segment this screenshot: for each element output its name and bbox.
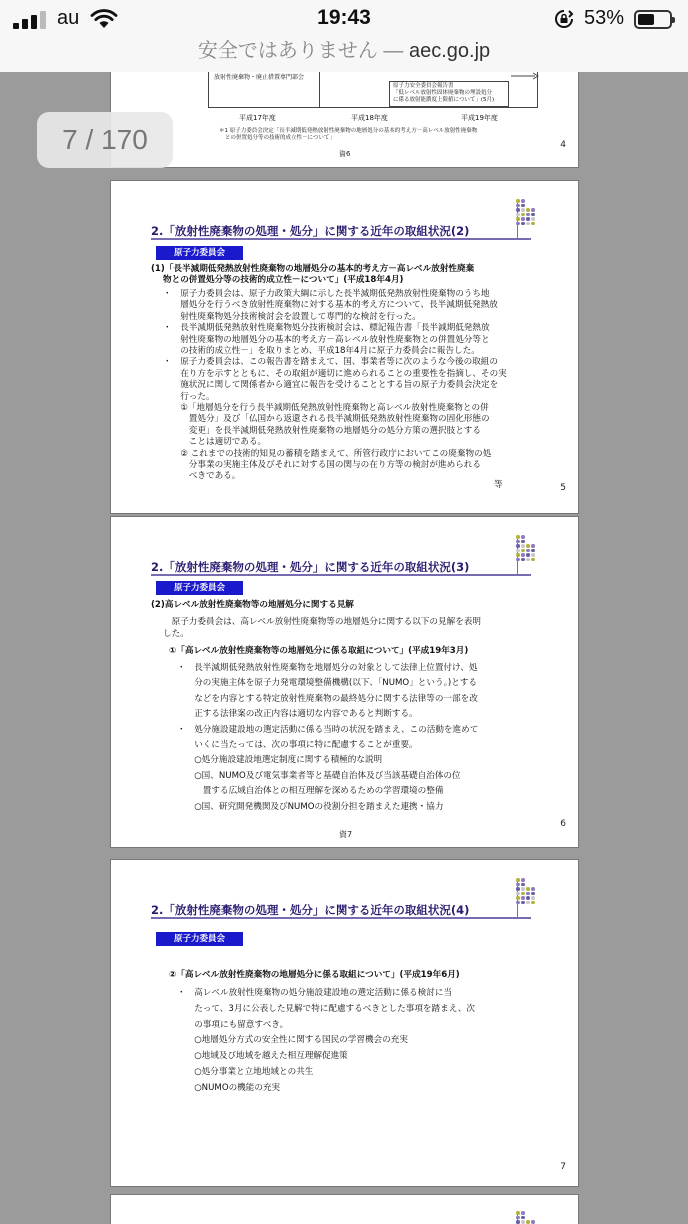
dot (531, 213, 535, 217)
dot (521, 222, 525, 226)
dot (521, 901, 525, 905)
report-line-1: 原子力安全委員会報告書 (393, 83, 454, 89)
dot (521, 558, 525, 562)
body-line: 分の実施主体を原子力発電環境整備機構(以下、「NUMO」という。)とする (177, 678, 478, 689)
sub-heading: ①「高レベル放射性廃棄物等の地層処分に係る取組について」(平成19年3月) (169, 646, 469, 656)
title-underline (151, 917, 531, 919)
section-heading: (2)高レベル放射性廃棄物等の地層処分に関する見解 (151, 600, 354, 610)
dot (516, 1211, 520, 1215)
dot (516, 204, 520, 208)
title-underline (151, 238, 531, 240)
body-line: ①「地層処分を行う長半減期低発熱放射性廃棄物と高レベル放射性廃棄物との併 (163, 403, 489, 413)
body-line: 置する広域自治体との相互理解を深めるための学習環境の整備 (177, 786, 444, 797)
dot (531, 544, 535, 548)
url-separator: — (377, 40, 409, 62)
dot (516, 1220, 520, 1224)
body-line: 施状況に関して関係者から適宜に報告を受けることとする旨の原子力委員会決定を (163, 380, 499, 391)
dot (526, 887, 530, 891)
dot (516, 199, 520, 203)
dot (521, 549, 525, 553)
dot (521, 1211, 525, 1215)
body-line: ・ 長半減期低発熱放射性廃棄物処分技術検討会は、標記報告書「長半減期低発熱放 (163, 323, 490, 334)
dot (526, 222, 530, 226)
body-line: 在り方を示すとともに、その取組が適切に進められることの重要性を指摘し、その実 (163, 368, 507, 379)
footnote-line-1: ＊1 原子力委員会決定「長半減期低発熱放射性廃棄物の地層処分の基本的考え方－高レベル放射性廃棄物 (219, 128, 478, 134)
body-line: 射性廃棄物の地層処分の基本的考え方－高レベル放射性廃棄物との併置処分等と (163, 334, 490, 345)
dot (521, 887, 525, 891)
dot (526, 208, 530, 212)
body-line: いくに当たっては、次の事項に特に配慮することが重要。 (177, 740, 418, 750)
body-line: 層処分を行うべき放射性廃棄物に対する基本的考え方について、長半減期低発熱放 (163, 300, 498, 311)
report-line-3: に係る放射能濃度上限値について」(5月) (393, 97, 495, 103)
dot (531, 217, 535, 221)
dot (531, 892, 535, 896)
body-line: ・ 原子力委員会は、この報告書を踏まえて、国、事業者等に次のような今後の取組の (163, 357, 498, 368)
page-number: 5 (560, 483, 566, 493)
decorative-dots-icon (516, 878, 540, 906)
dot (531, 222, 535, 226)
dot (521, 878, 525, 882)
dot (531, 558, 535, 562)
dot (521, 1220, 525, 1224)
slide-6 (110, 516, 579, 848)
dot (521, 199, 525, 203)
intro-line-2: した。 (163, 629, 189, 639)
dot (516, 549, 520, 553)
dot (526, 217, 530, 221)
title-underline (151, 574, 531, 576)
decorative-dots-icon (516, 1211, 540, 1224)
body-line: 分事業の実施主体及びそれに対する国の関与の在り方等の検討が進められる (163, 460, 481, 470)
dot (526, 544, 530, 548)
body-line: 正する法律案の改正内容は適切な内容であると判断する。 (177, 709, 418, 720)
body-line: ② これまでの技術的知見の蓄積を踏まえて、所管行政庁においてこの廃棄物の処 (163, 448, 492, 459)
dot (531, 901, 535, 905)
dot (521, 535, 525, 539)
intro-line-1: 原子力委員会は、高レベル放射性廃棄物等の地層処分に関する以下の見解を表明 (163, 617, 481, 627)
carrier-name: au (57, 7, 80, 29)
body-line: ・ 高レベル放射性廃棄物の処分施設建設地の選定活動に係る検討に当 (177, 988, 453, 998)
section-heading-line-1: (1)「長半減期低発熱放射性廃棄物の地層処分の基本的考え方－高レベル放射性廃棄 (151, 264, 475, 274)
slide-8 (110, 1194, 579, 1224)
dot (516, 883, 520, 887)
url-domain: aec.go.jp (408, 40, 491, 62)
schedule-left-label: 放射性廃棄物・廃止措置専門部会 (214, 74, 305, 81)
report-line-2: 「低レベル放射性固体廃棄物の埋設処分 (393, 90, 493, 96)
body-line: ○処分事業と立地地域との共生 (177, 1067, 314, 1077)
body-line: ことは適切である。 (163, 437, 267, 448)
dot (521, 208, 525, 212)
body-line: ・ 長半減期低発熱放射性廃棄物を地層処分の対象として法律上位置付け、処 (177, 663, 478, 673)
schedule-divider (319, 72, 320, 108)
body-line: 射性廃棄物処分技術検討会を設置して専門的な検討を行った。 (163, 311, 421, 322)
year-label-3: 平成19年度 (461, 114, 498, 122)
clock: 19:43 (317, 6, 371, 29)
body-line: ○国、研究開発機関及びNUMOの役割分担を踏まえた連携・協力 (177, 801, 444, 812)
dot (516, 217, 520, 221)
body-line: 変更」を長半減期低発熱放射性廃棄物の地層処分の処分方策の選択肢とする (163, 425, 481, 436)
battery-level-fill (638, 14, 654, 25)
year-label-1: 平成17年度 (239, 114, 276, 122)
dot (516, 896, 520, 900)
dot (516, 892, 520, 896)
dot (521, 213, 525, 217)
dot (516, 222, 520, 226)
dot (521, 892, 525, 896)
slide-4 (110, 72, 579, 168)
committee-tag: 原子力委員会 (156, 932, 243, 946)
body-line: ・ 処分施設建設地の選定活動に係る当時の状況を踏まえ、この活動を進めて (177, 724, 479, 735)
dot (516, 558, 520, 562)
body-line: ○地域及び地域を越えた相互理解促進策 (177, 1051, 348, 1062)
body-line: ・ 原子力委員会は、原子力政策大綱に示した長半減期低発熱放射性廃棄物のうち地 (163, 289, 490, 299)
page-number: 4 (560, 140, 566, 150)
dot (521, 544, 525, 548)
page-number: 6 (560, 819, 566, 829)
dot (526, 1220, 530, 1224)
dot (516, 901, 520, 905)
dot (521, 204, 525, 208)
dot (516, 540, 520, 544)
orientation-lock-icon (554, 9, 574, 29)
body-line: ○国、NUMO及び電気事業者等と基礎自治体及び当該基礎自治体の位 (177, 770, 461, 781)
dot (516, 544, 520, 548)
year-label-2: 平成18年度 (351, 114, 388, 122)
dot (516, 535, 520, 539)
dot (526, 553, 530, 557)
body-line: ○処分施設建設地選定制度に関する積極的な説明 (177, 755, 383, 766)
arrow-icon (511, 72, 541, 82)
sub-heading: ②「高レベル放射性廃棄物の地層処分に係る取組について」(平成19年6月) (169, 970, 460, 980)
dot (516, 878, 520, 882)
dot (521, 540, 525, 544)
body-line: 行った。 (163, 391, 215, 402)
body-line: などを内容とする特定放射性廃棄物の最終処分に関する法律等の一部を改 (177, 693, 478, 704)
body-line: たって、3月に公表した見解で特に配慮するべきとした事項を踏まえ、次 (177, 1003, 476, 1014)
dot (516, 553, 520, 557)
slide-ref: 資7 (339, 830, 353, 839)
body-line: の事項にも留意すべき。 (177, 1019, 289, 1030)
status-bar (0, 0, 688, 38)
dot (531, 208, 535, 212)
dot (531, 1220, 535, 1224)
decorative-dots-icon (516, 535, 540, 563)
dot (531, 896, 535, 900)
dot (526, 213, 530, 217)
dot (531, 553, 535, 557)
dot (516, 1216, 520, 1220)
battery-percent: 53% (584, 7, 625, 29)
battery-icon (634, 10, 672, 29)
url-bar[interactable] (0, 38, 688, 72)
dot (516, 213, 520, 217)
dot (521, 883, 525, 887)
dot (531, 549, 535, 553)
dot (526, 892, 530, 896)
dot (526, 558, 530, 562)
dot (521, 217, 525, 221)
dot (521, 896, 525, 900)
body-line: の技術的成立性－」を取りまとめ、平成18年4月に原子力委員会に報告した。 (163, 346, 480, 356)
dot (526, 549, 530, 553)
slide-ref: 資6 (339, 150, 351, 158)
body-line: ○地層処分方式の安全性に関する国民の学習機会の充実 (177, 1035, 408, 1046)
dot (526, 901, 530, 905)
committee-tag: 原子力委員会 (156, 581, 243, 595)
dot (531, 887, 535, 891)
page-number: 7 (560, 1162, 566, 1172)
committee-tag: 原子力委員会 (156, 246, 243, 260)
dot (516, 887, 520, 891)
page-counter: 7 / 170 (37, 112, 173, 168)
dot (526, 896, 530, 900)
footnote-line-2: との併置処分等の技術的成立性－について」 (225, 135, 335, 141)
dot (521, 1216, 525, 1220)
security-warning: 安全ではありません (197, 40, 378, 62)
body-line: ○NUMOの機能の充実 (177, 1082, 281, 1093)
slide-title: 2.「放射性廃棄物の処理・処分」に関する近年の取組状況(2) (151, 224, 470, 238)
etc-mark: 等 (494, 480, 503, 490)
slide-7 (110, 859, 579, 1187)
body-line: べきである。 (163, 471, 241, 482)
section-heading-line-2: 物との併置処分等の技術的成立性－について」(平成18年4月) (163, 275, 404, 285)
slide-title: 2.「放射性廃棄物の処理・処分」に関する近年の取組状況(4) (151, 903, 470, 917)
dot (521, 553, 525, 557)
decorative-dots-icon (516, 199, 540, 227)
slide-title: 2.「放射性廃棄物の処理・処分」に関する近年の取組状況(3) (151, 560, 470, 574)
slide-5 (110, 180, 579, 514)
dot (516, 208, 520, 212)
body-line: 置処分」及び「仏国から返還される長半減期低発熱放射性廃棄物の固化形態の (163, 414, 490, 425)
